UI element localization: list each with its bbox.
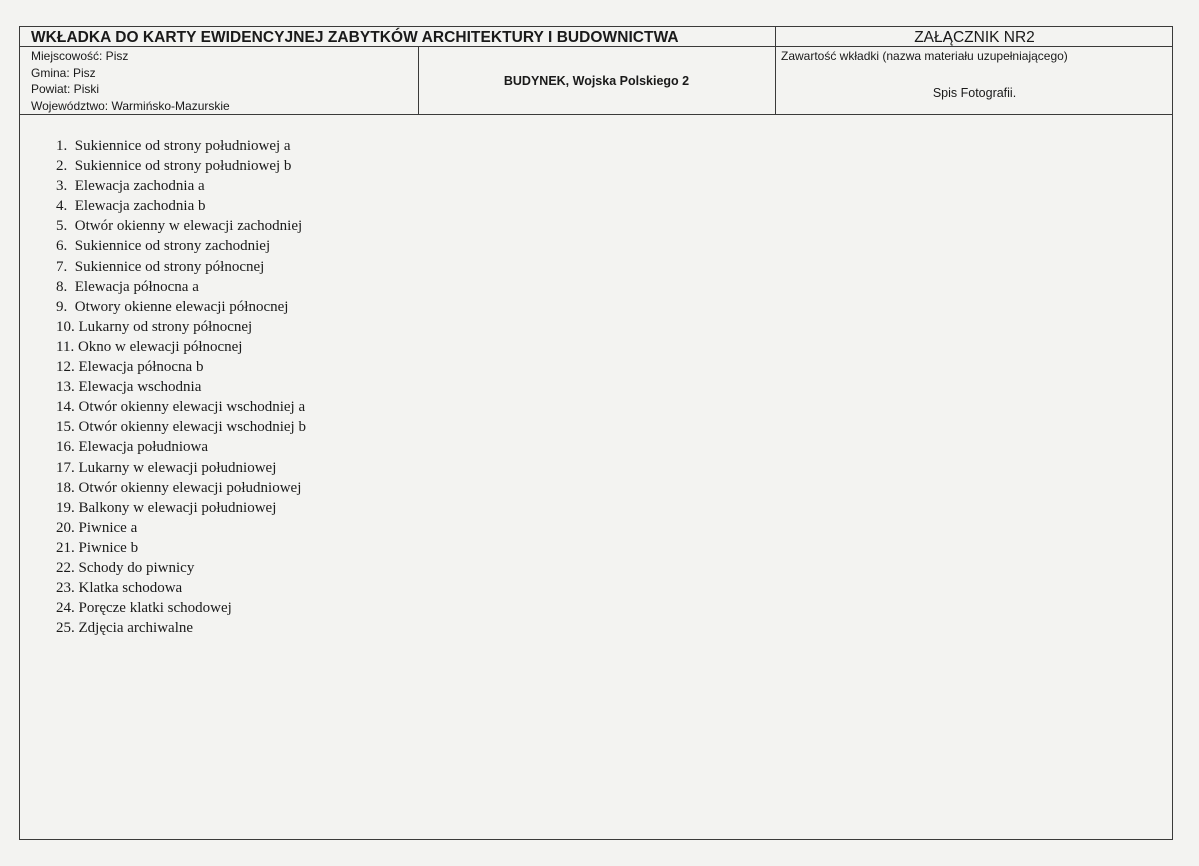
annex-number: ZAŁĄCZNIK NR2 (914, 29, 1035, 46)
header-row (20, 27, 1172, 47)
photo-list-item: 3. Elewacja zachodnia a (56, 178, 205, 195)
photo-list-item: 24. Poręcze klatki schodowej (56, 600, 232, 617)
photo-list-item: 4. Elewacja zachodnia b (56, 198, 206, 215)
photo-list-item: 2. Sukiennice od strony południowej b (56, 158, 292, 175)
details-row (20, 47, 1172, 115)
photo-list-item: 6. Sukiennice od strony zachodniej (56, 238, 271, 255)
building-address (418, 47, 775, 115)
photo-list-item: 10. Lukarny od strony północnej (56, 318, 253, 335)
photo-list (56, 136, 306, 638)
header-divider-left (418, 47, 419, 115)
location-commune: Gmina: Pisz (31, 65, 96, 80)
photo-list-item: 23. Klatka schodowa (56, 580, 183, 597)
header-divider-right (775, 27, 776, 115)
contents-value: Spis Fotografii. (932, 86, 1017, 100)
photo-list-item: 9. Otwory okienne elewacji północnej (56, 298, 289, 315)
photo-list-item: 25. Zdjęcia archiwalne (56, 620, 194, 637)
photo-list-item: 18. Otwór okienny elewacji południowej (56, 479, 302, 496)
contents-label: Zawartość wkładki (nazwa materiału uzupełniającego) (781, 49, 1068, 63)
photo-list-item: 20. Piwnice a (56, 519, 138, 536)
photo-list-item: 13. Elewacja wschodnia (56, 379, 202, 396)
photo-list-item: 15. Otwór okienny elewacji wschodniej b (56, 419, 306, 436)
photo-list-item: 8. Elewacja północna a (56, 278, 199, 295)
photo-list-item: 7. Sukiennice od strony północnej (56, 258, 265, 275)
form-title: WKŁADKA DO KARTY EWIDENCYJNEJ ZABYTKÓW ARCHITEKTURY I BUDOWNICTWA (31, 29, 679, 46)
photo-list-item: 19. Balkony w elewacji południowej (56, 499, 277, 516)
location-town: Miejscowość: Pisz (31, 49, 129, 63)
photo-list-item: 22. Schody do piwnicy (56, 559, 195, 576)
location-block (31, 48, 230, 114)
photo-list-item: 17. Lukarny w elewacji południowej (56, 459, 277, 476)
photo-list-item: 14. Otwór okienny elewacji wschodniej a (56, 399, 306, 416)
photo-list-item: 12. Elewacja północna b (56, 359, 204, 376)
location-district: Powiat: Piski (31, 82, 100, 96)
form-frame (19, 26, 1173, 840)
photo-list-item: 21. Piwnice b (56, 539, 139, 556)
photo-list-item: 5. Otwór okienny w elewacji zachodniej (56, 218, 303, 235)
location-voivodeship: Województwo: Warmińsko-Mazurskie (31, 98, 230, 113)
building-address-text: BUDYNEK, Wojska Polskiego 2 (503, 74, 690, 88)
photo-list-item: 11. Okno w elewacji północnej (56, 338, 243, 355)
photo-list-item: 16. Elewacja południowa (56, 439, 209, 456)
photo-list-item: 1. Sukiennice od strony południowej a (56, 138, 291, 154)
